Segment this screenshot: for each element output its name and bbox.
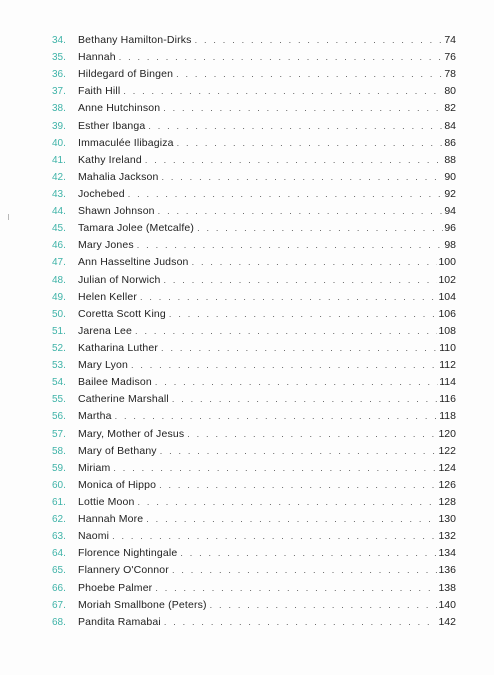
toc-dot-leader <box>135 323 437 340</box>
toc-dot-leader <box>148 118 443 135</box>
toc-dot-leader <box>172 391 438 408</box>
toc-entry-page-number: 100 <box>438 256 456 269</box>
toc-entry-page-number: 78 <box>444 68 456 81</box>
toc-entry-title: Hildegard of Bingen <box>78 68 174 81</box>
toc-entry-title: Immaculée Ilibagiza <box>78 136 174 149</box>
toc-entry-number: 57. <box>52 428 66 440</box>
toc-entry <box>52 100 456 117</box>
toc-entry-title: Mary of Bethany <box>78 444 157 457</box>
toc-entry-page-number: 112 <box>439 359 456 372</box>
toc-entry <box>52 49 456 66</box>
toc-entry-number: 55. <box>52 394 66 406</box>
toc-entry-number: 61. <box>52 496 66 508</box>
toc-entry-title: Jochebed <box>78 187 125 200</box>
toc-entry <box>52 237 456 254</box>
toc-entry-page-number: 90 <box>444 170 456 183</box>
toc-entry <box>52 152 456 169</box>
toc-entry-page-number: 132 <box>438 530 456 543</box>
toc-entry-title: Hannah <box>78 51 116 64</box>
toc-entry-number: 47. <box>52 257 66 269</box>
toc-entry <box>52 135 456 152</box>
toc-entry-number: 68. <box>52 616 66 628</box>
toc-entry <box>52 323 456 340</box>
toc-entry-title: Flannery O'Connor <box>78 564 169 577</box>
toc-entry-page-number: 118 <box>439 410 456 423</box>
toc-entry-number: 41. <box>52 154 66 166</box>
toc-entry-number: 42. <box>52 171 66 183</box>
toc-entry-title: Mary Lyon <box>78 359 128 372</box>
toc-dot-leader <box>161 340 438 357</box>
toc-dot-leader <box>155 374 438 391</box>
toc-entry <box>52 220 456 237</box>
toc-dot-leader <box>128 186 444 203</box>
toc-dot-leader <box>159 477 437 494</box>
toc-dot-leader <box>140 289 437 306</box>
toc-entry <box>52 272 456 289</box>
toc-dot-leader <box>146 511 437 528</box>
toc-entry <box>52 494 456 511</box>
toc-entry <box>52 306 456 323</box>
toc-dot-leader <box>155 580 437 597</box>
toc-entry-title: Martha <box>78 410 112 423</box>
toc-entry-number: 54. <box>52 377 66 389</box>
toc-entry <box>52 83 456 100</box>
toc-entry-title: Naomi <box>78 530 110 543</box>
toc-entry <box>52 443 456 460</box>
toc-dot-leader <box>192 254 438 271</box>
toc-dot-leader <box>187 426 437 443</box>
toc-entry-title: Jarena Lee <box>78 324 133 337</box>
toc-dot-leader <box>137 237 444 254</box>
toc-dot-leader <box>145 152 443 169</box>
toc-entry <box>52 460 456 477</box>
toc-entry-page-number: 84 <box>444 119 456 132</box>
toc-entry <box>52 374 456 391</box>
toc-entry-page-number: 130 <box>438 513 456 526</box>
toc-entry-page-number: 88 <box>444 153 456 166</box>
toc-entry-title: Mahalia Jackson <box>78 170 159 183</box>
toc-entry-page-number: 94 <box>444 205 456 218</box>
toc-entry-title: Phoebe Palmer <box>78 581 153 594</box>
toc-entry-page-number: 102 <box>438 273 456 286</box>
toc-entry-number: 60. <box>52 479 66 491</box>
toc-dot-leader <box>119 49 444 66</box>
toc-entry-number: 62. <box>52 514 66 526</box>
toc-entry-title: Mary, Mother of Jesus <box>78 427 185 440</box>
toc-entry-number: 51. <box>52 325 66 337</box>
toc-dot-leader <box>172 562 438 579</box>
toc-dot-leader <box>164 272 438 289</box>
toc-entry-number: 58. <box>52 445 66 457</box>
toc-entry-page-number: 92 <box>444 187 456 200</box>
toc-entry <box>52 528 456 545</box>
toc-dot-leader <box>176 66 443 83</box>
toc-entry <box>52 545 456 562</box>
toc-entry <box>52 597 456 614</box>
toc-dot-leader <box>210 597 438 614</box>
toc-entry-number: 59. <box>52 462 66 474</box>
toc-entry-page-number: 86 <box>444 136 456 149</box>
toc-entry <box>52 32 456 49</box>
toc-entry-title: Helen Keller <box>78 290 137 303</box>
toc-entry-title: Shawn Johnson <box>78 205 155 218</box>
toc-entry <box>52 408 456 425</box>
toc-entry-page-number: 80 <box>444 85 456 98</box>
toc-entry-page-number: 126 <box>438 478 456 491</box>
toc-entry-page-number: 106 <box>438 307 456 320</box>
toc-entry-page-number: 134 <box>438 547 456 560</box>
toc-entry-title: Ann Hasseltine Judson <box>78 256 189 269</box>
toc-entry <box>52 66 456 83</box>
toc-entry-number: 45. <box>52 223 66 235</box>
toc-dot-leader <box>164 614 438 631</box>
toc-entry-number: 56. <box>52 411 66 423</box>
toc-entry-page-number: 136 <box>438 564 456 577</box>
toc-entry-title: Mary Jones <box>78 239 134 252</box>
toc-dot-leader <box>158 203 444 220</box>
toc-dot-leader <box>112 528 437 545</box>
toc-entry-page-number: 98 <box>444 239 456 252</box>
toc-dot-leader <box>115 408 439 425</box>
toc-entry-number: 65. <box>52 565 66 577</box>
toc-entry-title: Monica of Hippo <box>78 478 157 491</box>
toc-entry-page-number: 96 <box>444 222 456 235</box>
toc-entry-title: Moriah Smallbone (Peters) <box>78 598 207 611</box>
toc-entry-title: Miriam <box>78 461 111 474</box>
toc-entry-title: Anne Hutchinson <box>78 102 161 115</box>
toc-entry <box>52 357 456 374</box>
toc-entry-number: 53. <box>52 360 66 372</box>
toc-entry-number: 40. <box>52 137 66 149</box>
toc-dot-leader <box>195 32 444 49</box>
toc-entry <box>52 169 456 186</box>
toc-dot-leader <box>163 100 443 117</box>
toc-entry-page-number: 74 <box>444 34 456 46</box>
toc-entry <box>52 254 456 271</box>
toc-entry-number: 52. <box>52 342 66 354</box>
toc-entry-page-number: 142 <box>438 615 456 628</box>
toc-entry <box>52 340 456 357</box>
toc-entry-number: 50. <box>52 308 66 320</box>
toc-entry <box>52 614 456 631</box>
toc-dot-leader <box>169 306 438 323</box>
toc-entry-number: 43. <box>52 188 66 200</box>
toc-entry <box>52 477 456 494</box>
toc-entry <box>52 118 456 135</box>
toc-entry <box>52 562 456 579</box>
toc-dot-leader <box>161 169 443 186</box>
table-of-contents <box>52 32 456 631</box>
toc-entry-number: 39. <box>52 120 66 132</box>
toc-entry-title: Coretta Scott King <box>78 307 166 320</box>
toc-entry-number: 48. <box>52 274 66 286</box>
toc-entry <box>52 203 456 220</box>
toc-entry-title: Faith Hill <box>78 85 121 98</box>
toc-entry-page-number: 140 <box>438 598 456 611</box>
toc-dot-leader <box>180 545 437 562</box>
toc-entry-number: 67. <box>52 599 66 611</box>
toc-entry-number: 35. <box>52 52 66 64</box>
toc-dot-leader <box>197 220 443 237</box>
toc-entry-title: Lottie Moon <box>78 495 135 508</box>
toc-entry-title: Bailee Madison <box>78 376 152 389</box>
toc-entry-page-number: 114 <box>439 376 456 389</box>
toc-entry-number: 34. <box>52 35 66 46</box>
toc-dot-leader <box>138 494 438 511</box>
toc-entry-page-number: 124 <box>438 461 456 474</box>
toc-entry-number: 66. <box>52 582 66 594</box>
toc-entry-title: Pandita Ramabai <box>78 615 161 628</box>
toc-entry-title: Kathy Ireland <box>78 153 142 166</box>
toc-entry-number: 36. <box>52 69 66 81</box>
toc-entry <box>52 391 456 408</box>
toc-entry-title: Bethany Hamilton-Dirks <box>78 34 192 46</box>
toc-entry-number: 63. <box>52 531 66 543</box>
toc-entry-number: 46. <box>52 240 66 252</box>
toc-entry-page-number: 120 <box>438 427 456 440</box>
toc-entry-number: 44. <box>52 206 66 218</box>
toc-entry-page-number: 128 <box>438 495 456 508</box>
toc-entry-title: Florence Nightingale <box>78 547 178 560</box>
toc-entry <box>52 186 456 203</box>
toc-entry-page-number: 104 <box>438 290 456 303</box>
toc-entry <box>52 511 456 528</box>
toc-entry-page-number: 138 <box>438 581 456 594</box>
toc-dot-leader <box>113 460 437 477</box>
toc-entry <box>52 289 456 306</box>
toc-entry-number: 49. <box>52 291 66 303</box>
toc-entry <box>52 580 456 597</box>
toc-entry-page-number: 110 <box>439 341 456 354</box>
toc-entry-title: Katharina Luther <box>78 341 159 354</box>
toc-dot-leader <box>177 135 444 152</box>
page-edge-mark <box>8 214 9 220</box>
toc-entry-number: 64. <box>52 548 66 560</box>
toc-entry-title: Esther Ibanga <box>78 119 146 132</box>
toc-dot-leader <box>160 443 438 460</box>
toc-dot-leader <box>123 83 443 100</box>
toc-entry-number: 38. <box>52 103 66 115</box>
toc-entry-title: Tamara Jolee (Metcalfe) <box>78 222 195 235</box>
toc-entry-page-number: 116 <box>439 393 456 406</box>
toc-entry-page-number: 108 <box>438 324 456 337</box>
toc-entry-page-number: 122 <box>438 444 456 457</box>
toc-entry-number: 37. <box>52 86 66 98</box>
toc-entry-title: Hannah More <box>78 513 144 526</box>
toc-dot-leader <box>131 357 438 374</box>
toc-entry-title: Julian of Norwich <box>78 273 161 286</box>
toc-entry <box>52 426 456 443</box>
toc-entry-page-number: 82 <box>444 102 456 115</box>
toc-entry-title: Catherine Marshall <box>78 393 169 406</box>
toc-entry-page-number: 76 <box>444 51 456 64</box>
